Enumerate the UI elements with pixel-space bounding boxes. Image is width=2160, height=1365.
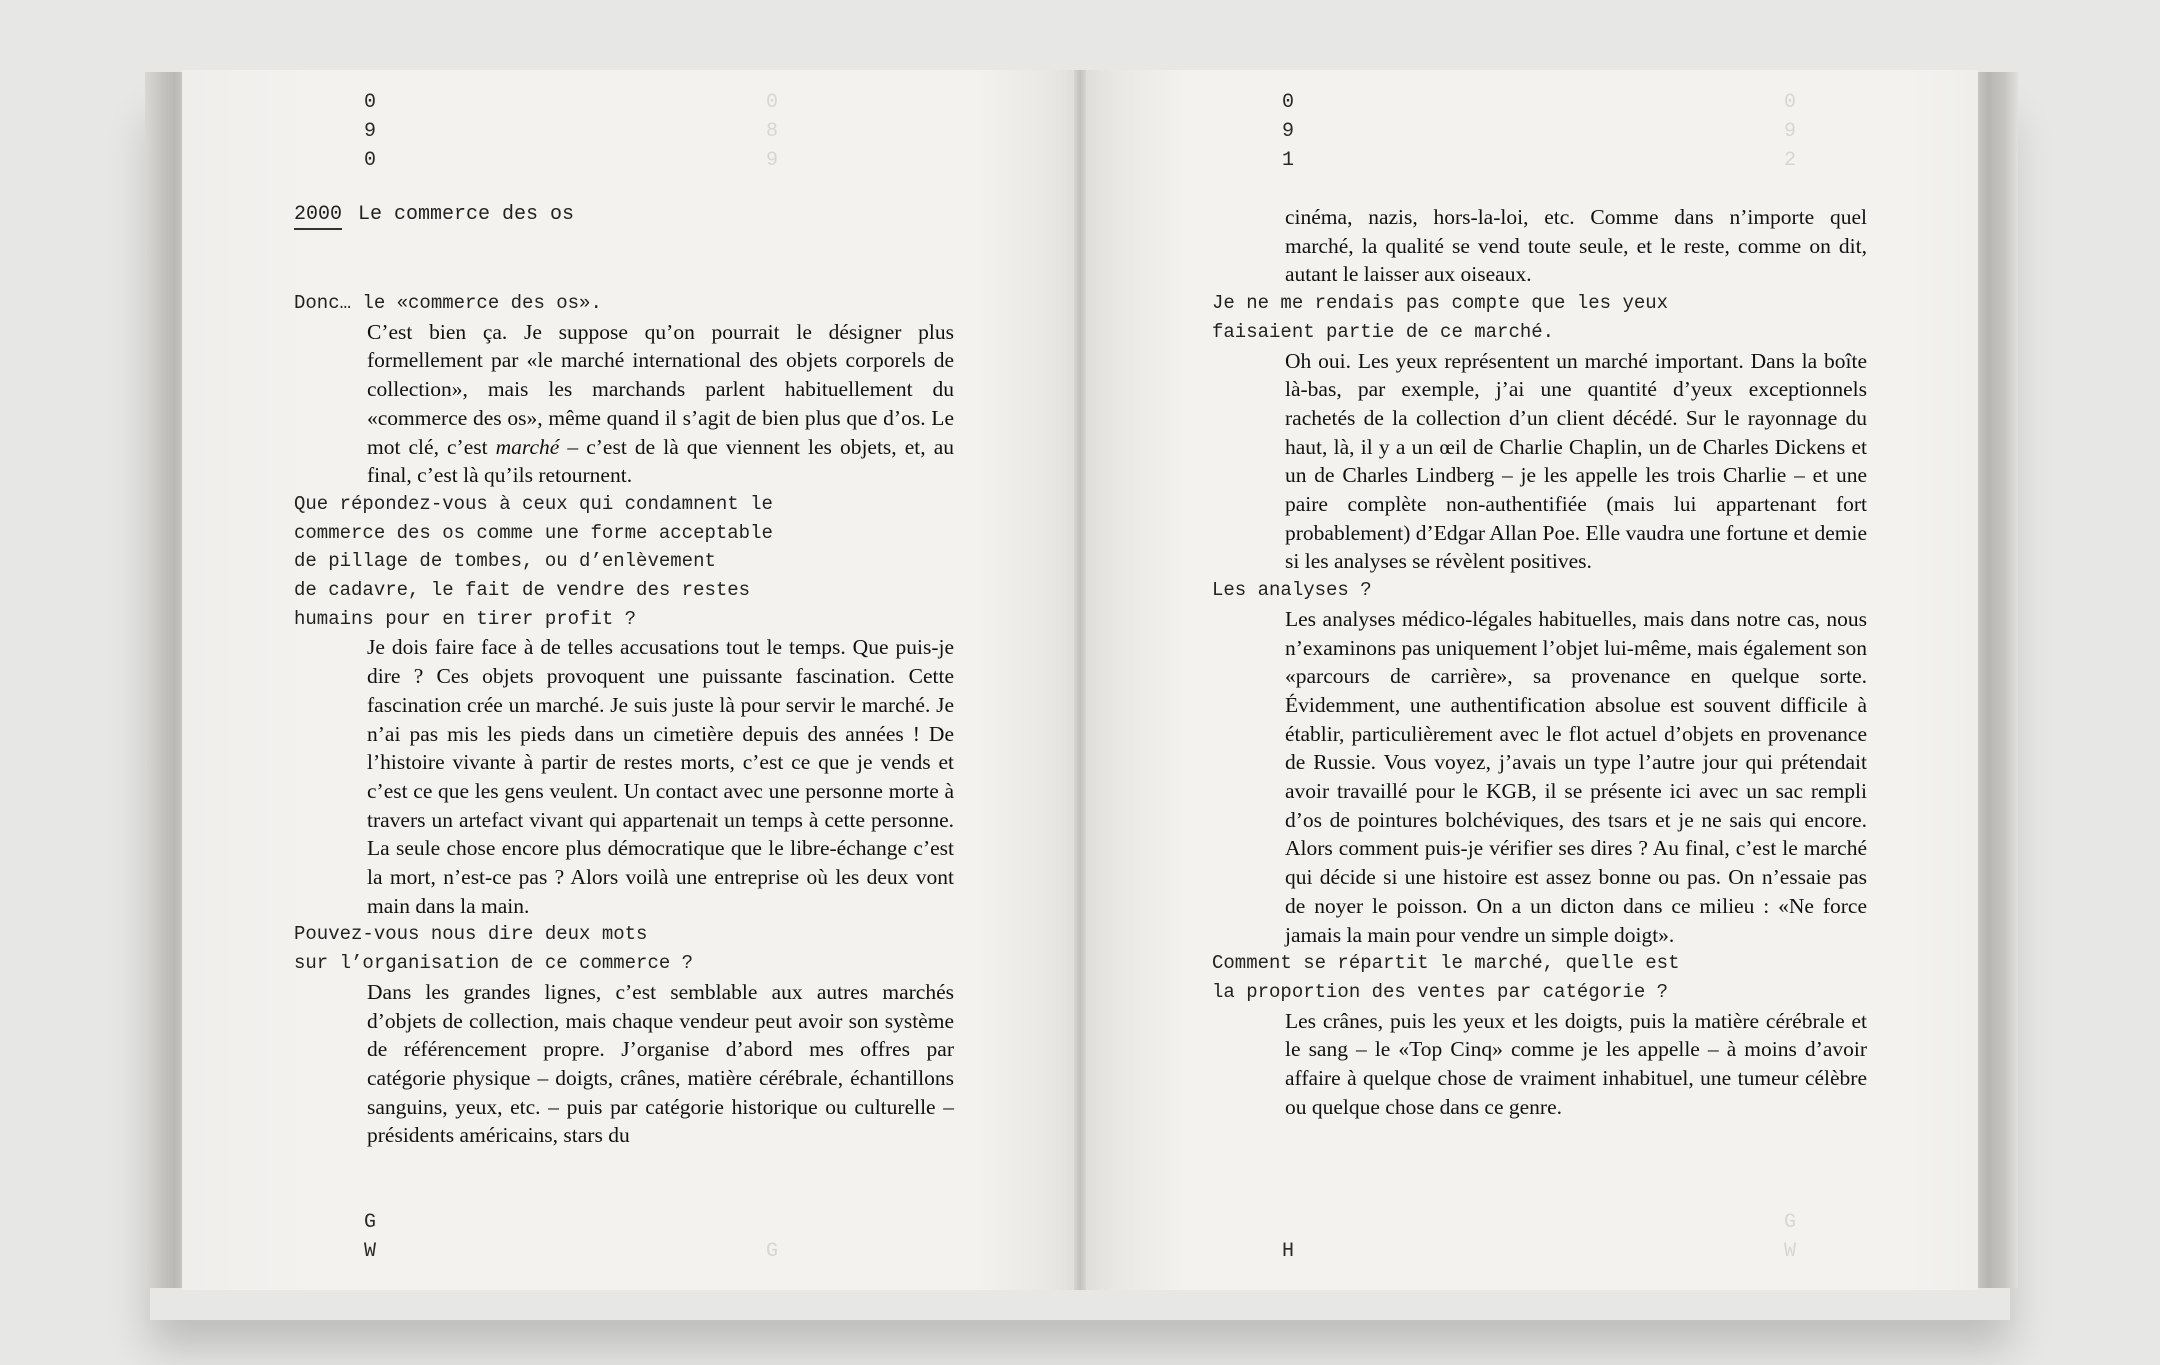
right-text-column [1212,203,1867,1122]
left-text-column [294,289,954,1150]
interview-question: Donc… le «commerce des os». [294,292,602,314]
ghost-footer-right: G W [1783,1211,1796,1263]
page-number-right: 0 9 1 [1282,91,1295,172]
interview-question: Que répondez-vous à ceux qui condamnent le commerce des os comme une forme acceptable de pillage de tombes, ou d’enlèvement de cadavre, le fait de vendre des restes humains pour en tirer profit ? [294,492,773,630]
ghost-folio-right: 0 9 2 [1783,91,1796,172]
section-header [294,203,574,230]
page-edges-left [145,72,187,1288]
interview-answer-with-emphasis: C’est bien ça. Je suppose qu’on pourrait le désigner plus formellement par «le marché international des objets corporels de collection», mais les marchands parlent habituellement du «commerce des os», même quand il s’agit de bien plus que d’os. Le mot clé, c’est marché – c’est de là que viennent les objets, et, au final, c’est là qu’ils retournent. [367,319,954,488]
footer-initials-left: G W [364,1211,377,1263]
interview-question: Pouvez-vous nous dire deux mots sur l’organisation de ce commerce ? [294,923,694,975]
page-edges-right [1972,72,2018,1288]
interview-question: Comment se répartit le marché, quelle est la proportion des ventes par catégorie ? [1212,952,1680,1003]
interview-answer: cinéma, nazis, hors-la-loi, etc. Comme dans n’importe quel marché, la qualité se vend toute seule, et le reste, comme on dit, autant le laisser aux oiseaux. [1285,205,1867,287]
section-title: Le commerce des os [358,203,575,226]
interview-question: Je ne me rendais pas compte que les yeux faisaient partie de ce marché. [1212,292,1669,343]
interview-answer: Dans les grandes lignes, c’est semblable aux autres marchés d’objets de collection, mais chaque vendeur peut avoir son système de référencement propre. J’organise d’abord mes offres par catégorie physique – doigts, crânes, matière cérébrale, échantillons sanguins, yeux, etc. – puis par catégorie historique ou culturelle – présidents américains, stars du [367,979,954,1148]
section-year: 2000 [294,203,342,230]
ghost-footer-left: G [765,1240,778,1263]
interview-answer: Je dois faire face à de telles accusations tout le temps. Que puis-je dire ? Ces objets provoquent une puissante fascination. Cette fascination crée un marché. Je suis juste là pour servir le marché. Je n’ai pas mis les pieds dans un cimetière depuis des années ! De l’histoire vivante à partir de restes morts, c’est ce que je vends et c’est ce que les gens veulent. Un contact avec une personne morte à travers un artefact vivant qui appartenait un temps à cette personne. La seule chose encore plus démocratique que le libre-échange c’est la mort, n’est-ce pas ? Alors voilà une entreprise où les deux vont main dans la main. [367,635,954,918]
interview-question: Les analyses ? [1212,579,1372,602]
book-gutter [1074,70,1086,1290]
ghost-folio-left: 0 8 9 [765,91,778,172]
footer-initials-right: H [1282,1240,1295,1263]
interview-answer: Les analyses médico-légales habituelles, mais dans notre cas, nous n’examinons pas uniquement l’objet lui-même, mais également son «parcours de carrière», sa provenance en quelque sorte. Évidemment, une authentification absolue est souvent difficile à établir, particulièrement avec le flot actuel d’objets en provenance de Russie. Vous voyez, j’avais un type l’autre jour qui prétendait avoir travaillé pour le KGB, il se présente ici avec un sac rempli d’os de pointures bolchéviques, des tsars et je ne sais qui encore. Alors comment puis-je vérifier ses dires ? Au final, c’est le marché qui décide si une histoire est assez bonne ou pas. On n’essaie pas de noyer le poisson. On a un dicton dans ce milieu : «Ne force jamais la main pour vendre un simple doigt». [1285,606,1867,947]
interview-answer: Oh oui. Les yeux représentent un marché important. Dans la boîte là-bas, par exemple, j’ai une quantité d’yeux exceptionnels rachetés de la collection d’un client décédé. Sur le rayonnage du haut, là, il y a un œil de Charlie Chaplin, un de Charles Dickens et un de Charles Lindberg – je les appelle les trois Charlie – et une paire complète non-authentifiée (mais lui appartenant fort probablement) d’Edgar Allan Poe. Elle vaudra une fortune et demie si les analyses se révèlent positives. [1285,348,1867,574]
page-number-left: 0 9 0 [364,91,377,172]
interview-answer: Les crânes, puis les yeux et les doigts, puis la matière cérébrale et le sang – le «Top Cinq» comme je les appelle – à moins d’avoir affaire à quelque chose de vraiment inhabituel, une tumeur célèbre ou quelque chose dans ce genre. [1285,1008,1867,1119]
